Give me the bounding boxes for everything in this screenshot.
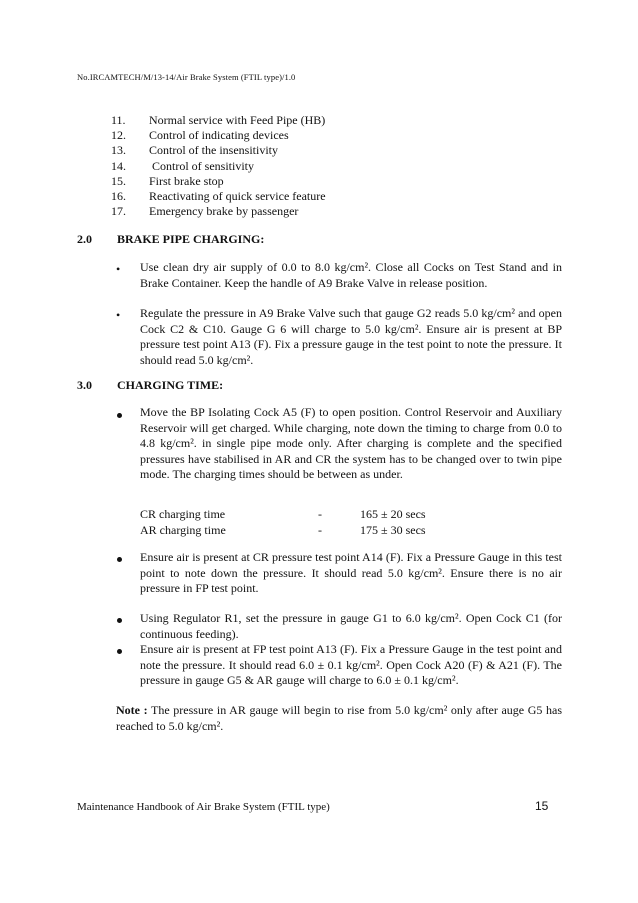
note-label: Note : xyxy=(116,703,148,717)
paragraph-isolating-cock: Move the BP Isolating Cock A5 (F) to open position. Control Reservoir and Auxiliary Reservoir will get charged. While charging, note down the timing to charge from 0.0 to 4.8 kg/cm². in single pipe mode only. After charging is complete and the specified pressures have stabilised in AR and CR the system has to be changed over to twin pipe mode. The charging times should be between as under. xyxy=(140,405,562,481)
list-item-text: Emergency brake by passenger xyxy=(149,204,299,219)
list-item xyxy=(111,189,326,204)
bullet-marker: • xyxy=(116,308,121,322)
charging-time-dash: - xyxy=(318,523,322,537)
paragraph-clean-air-supply: Use clean dry air supply of 0.0 to 8.0 kg/cm². Close all Cocks on Test Stand and in Brake Container. Keep the handle of A9 Brake Valve in release position. xyxy=(140,260,562,290)
paragraph-fp-test-point: Ensure air is present at FP test point A13 (F). Fix a Pressure Gauge in the test point and note the pressure. It should read 6.0 ± 0.1 kg/cm². Open Cock A20 (F) & A21 (F). The pressure in gauge G5 & AR gauge will charge to 6.0 ± 0.1 kg/cm². xyxy=(140,642,562,687)
section-number: 2.0 xyxy=(77,232,92,246)
charging-time-value: 165 ± 20 secs xyxy=(360,507,426,521)
numbered-list xyxy=(111,113,326,219)
table-row xyxy=(140,506,426,522)
bullet-dot xyxy=(117,649,122,654)
list-item-text: Control of sensitivity xyxy=(149,158,254,173)
note-paragraph xyxy=(116,703,562,734)
footer-title: Maintenance Handbook of Air Brake System (FTIL type) xyxy=(77,801,330,813)
section-title: CHARGING TIME: xyxy=(117,378,224,392)
bullet-dot xyxy=(117,413,122,418)
list-item-text: Normal service with Feed Pipe (HB) xyxy=(149,113,326,127)
list-item-number: 13. xyxy=(111,143,126,158)
list-item-text: Control of the insensitivity xyxy=(149,143,278,158)
list-item-number: 16. xyxy=(111,189,126,204)
charging-time-dash: - xyxy=(318,507,322,521)
paragraph-regulator-r1: Using Regulator R1, set the pressure in gauge G1 to 6.0 kg/cm². Open Cock C1 (for continuous feeding). xyxy=(140,611,562,641)
section-heading-brake-pipe-charging xyxy=(77,232,264,247)
page-number: 15 xyxy=(535,799,549,813)
list-item-text: First brake stop xyxy=(149,173,224,188)
list-item-number: 17. xyxy=(111,204,126,219)
note-text: The pressure in AR gauge will begin to rise from 5.0 kg/cm² only after auge G5 has reached to 5.0 kg/cm². xyxy=(116,703,563,733)
paragraph-cr-pressure-test: Ensure air is present at CR pressure test point A14 (F). Fix a Pressure Gauge in this test point to note down the pressure. It should read 5.0 kg/cm². Ensure there is no air pressure in FP test point. xyxy=(140,550,562,595)
charging-time-label: AR charging time xyxy=(140,523,226,537)
list-item xyxy=(111,174,326,189)
section-title: BRAKE PIPE CHARGING: xyxy=(117,232,265,246)
bullet-dot xyxy=(117,618,122,623)
paragraph-regulate-pressure: Regulate the pressure in A9 Brake Valve such that gauge G2 reads 5.0 kg/cm² and open Cock C2 & C10. Gauge G 6 will charge to 5.0 kg/cm². Ensure air is present at BP pressure test point A13 (F). Fix a pressure gauge in the test point to note the pressure. It should read 5.0 kg/cm². xyxy=(140,306,562,367)
bullet-dot xyxy=(117,557,122,562)
charging-time-value: 175 ± 30 secs xyxy=(360,523,426,537)
list-item-number: 15. xyxy=(111,173,126,188)
list-item-number: 11. xyxy=(111,113,126,127)
list-item xyxy=(111,128,326,143)
document-reference-header: No.IRCAMTECH/M/13-14/Air Brake System (FTIL type)/1.0 xyxy=(77,72,296,82)
list-item-number: 14. xyxy=(111,158,126,173)
list-item xyxy=(111,204,326,219)
list-item xyxy=(111,143,326,158)
list-item xyxy=(111,113,326,128)
charging-time-label: CR charging time xyxy=(140,507,226,521)
list-item xyxy=(111,159,326,174)
list-item-text: Control of indicating devices xyxy=(149,128,289,143)
section-heading-charging-time xyxy=(77,378,223,393)
bullet-marker: • xyxy=(116,262,121,276)
list-item-number: 12. xyxy=(111,128,126,143)
section-number: 3.0 xyxy=(77,378,92,392)
charging-times-table xyxy=(140,506,426,538)
table-row xyxy=(140,522,426,538)
list-item-text: Reactivating of quick service feature xyxy=(149,189,326,204)
